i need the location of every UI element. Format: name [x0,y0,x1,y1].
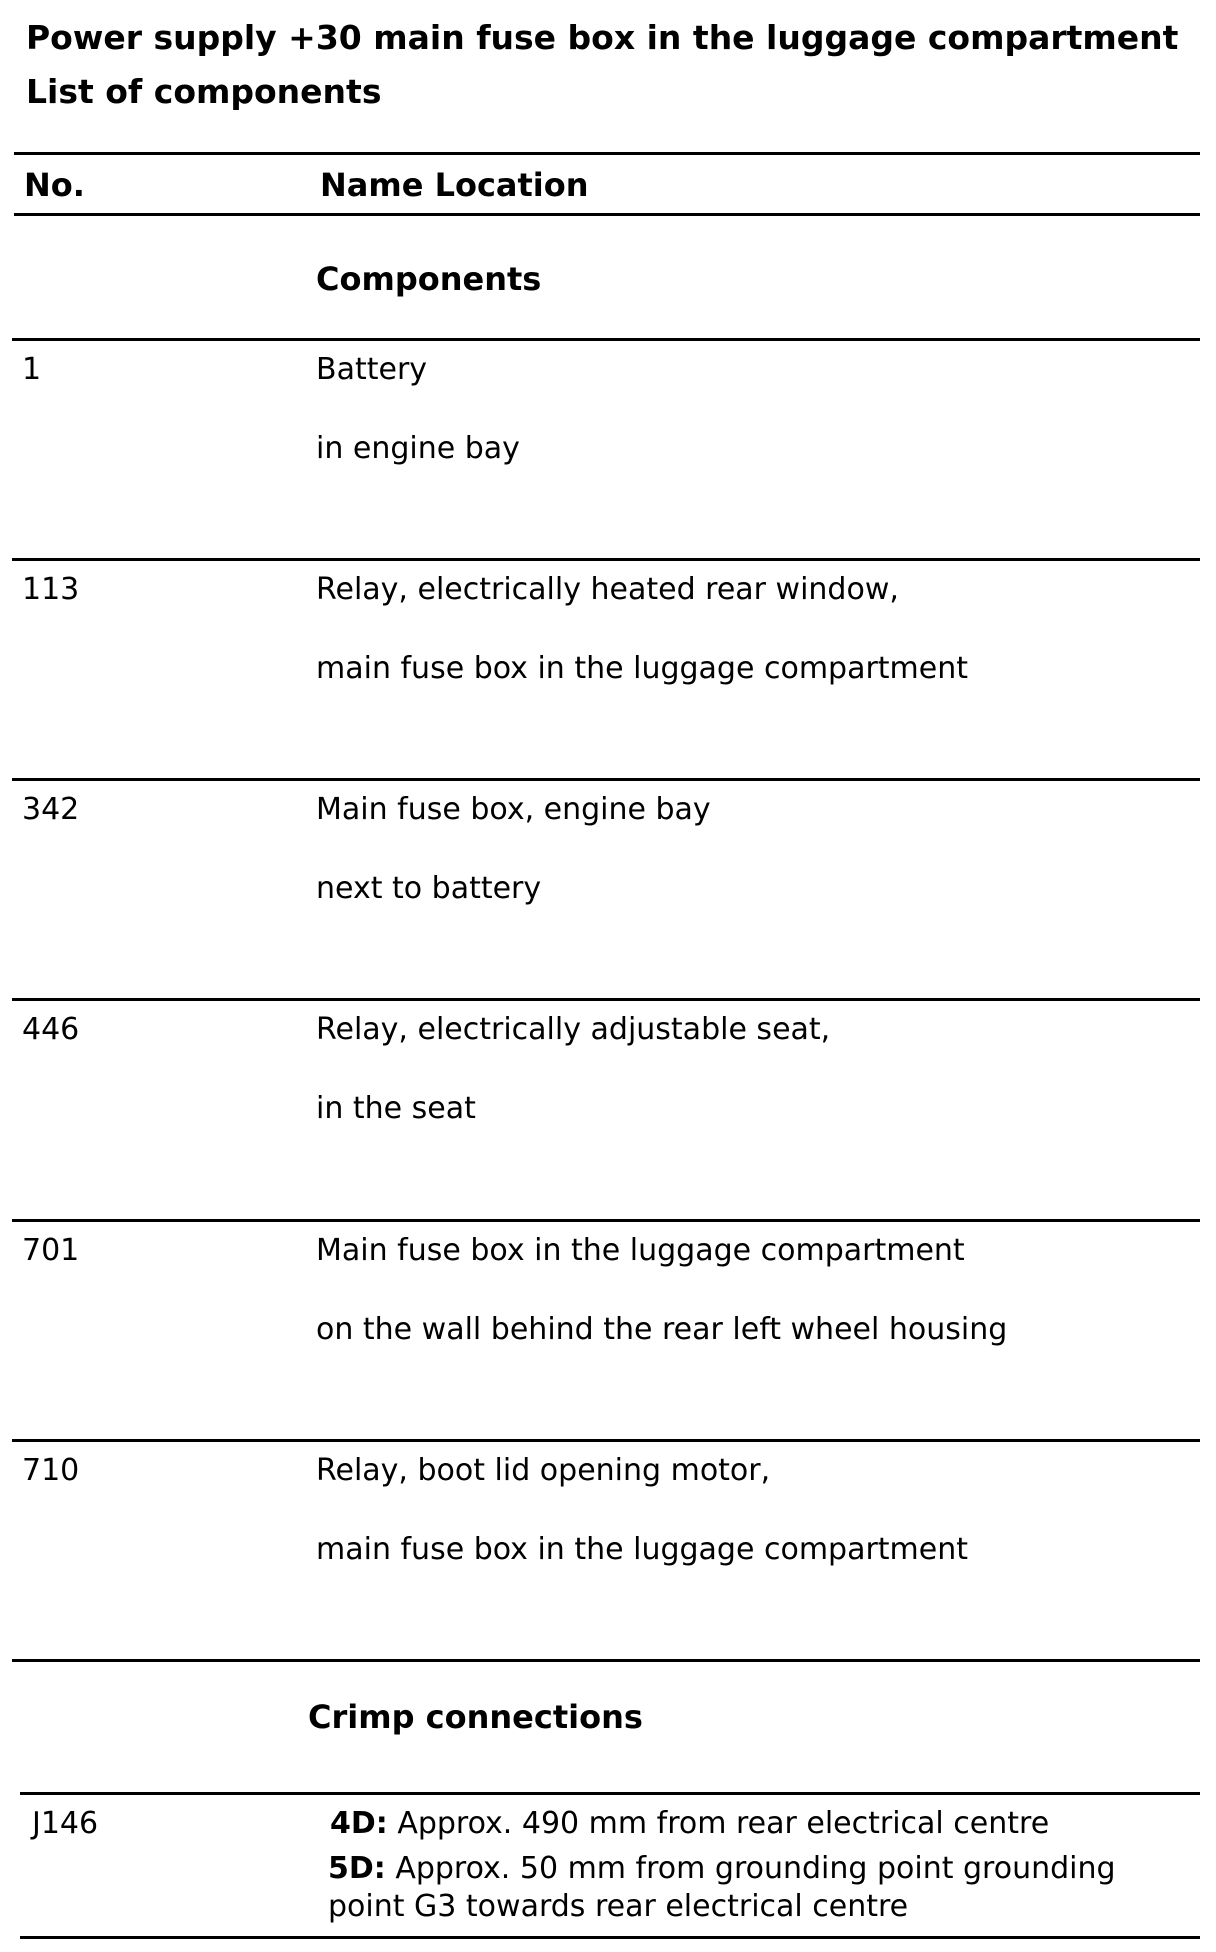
row-divider [12,998,1200,1001]
crimp-entry [328,1850,1188,1926]
document-title: Power supply +30 main fuse box in the luggage compartment [26,18,1179,57]
row-divider [12,1439,1200,1442]
table-row-name: Main fuse box, engine bay [316,792,711,827]
table-row-no: 1 [22,352,42,387]
document-subtitle: List of components [26,72,382,111]
row-divider [12,558,1200,561]
row-divider [12,338,1200,341]
crimp-entry-code: 4D: [330,1806,388,1841]
table-row-no: 701 [22,1233,80,1268]
table-row-no: 446 [22,1012,80,1047]
section-components: Components [316,260,542,298]
table-row-no: 710 [22,1453,80,1488]
section-divider [12,1659,1200,1662]
table-row-location: in engine bay [316,431,520,466]
table-row-name: Battery [316,352,428,387]
table-row-name: Relay, electrically heated rear window, [316,572,899,607]
crimp-entry-code: 5D: [328,1851,386,1886]
table-row-name: Relay, boot lid opening motor, [316,1453,771,1488]
table-row-location: main fuse box in the luggage compartment [316,1532,969,1567]
table-row-no: 113 [22,572,80,607]
table-row-location: next to battery [316,871,542,906]
crimp-entry-text: Approx. 50 mm from grounding point grounding point G3 towards rear electrical centre [328,1851,1116,1924]
table-row-name: Relay, electrically adjustable seat, [316,1012,831,1047]
crimp-entry-text: Approx. 490 mm from rear electrical centre [387,1806,1050,1841]
table-row-location: in the seat [316,1091,476,1126]
header-name-location: Name Location [320,166,589,204]
table-bottom-rule [20,1936,1200,1939]
table-row-no: 342 [22,792,80,827]
row-divider [12,1219,1200,1222]
crimp-row-no: J146 [32,1806,99,1841]
crimp-entry [330,1806,1049,1842]
header-no: No. [24,166,85,204]
table-row-location: main fuse box in the luggage compartment [316,651,969,686]
header-rule [14,213,1200,216]
table-row-location: on the wall behind the rear left wheel housing [316,1312,1008,1347]
row-divider [20,1792,1200,1795]
section-crimp-connections: Crimp connections [308,1698,643,1736]
row-divider [12,778,1200,781]
table-row-name: Main fuse box in the luggage compartment [316,1233,965,1268]
table-top-rule [14,152,1200,155]
